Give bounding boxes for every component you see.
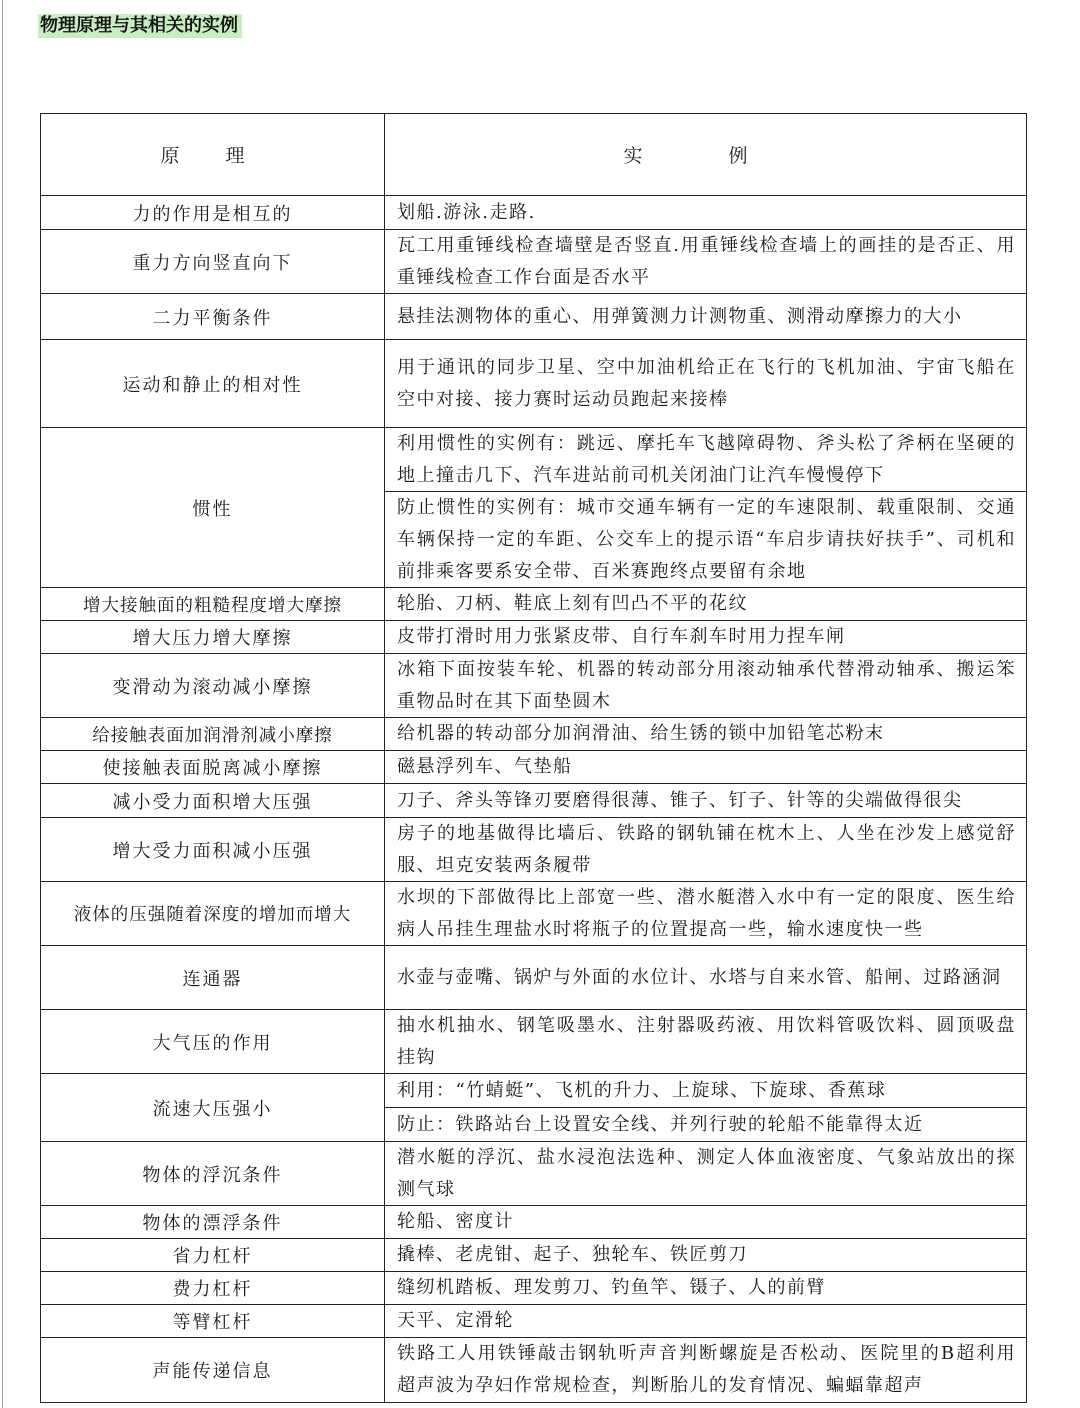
example-cell: 利用惯性的实例有：跳远、摩托车飞越障碍物、斧头松了斧柄在坚硬的地上撞击几下、汽车进站前司机关闭油门让汽车慢慢停下 xyxy=(385,428,1027,492)
example-cell: 水坝的下部做得比上部宽一些、潜水艇潜入水中有一定的限度、医生给病人吊挂生理盐水时将瓶子的位置提高一些，输水速度快一些 xyxy=(385,882,1027,946)
example-cell: 磁悬浮列车、气垫船 xyxy=(385,751,1027,784)
example-cell: 刀子、斧头等锋刃要磨得很薄、锥子、钉子、针等的尖端做得很尖 xyxy=(385,784,1027,818)
principle-cell: 增大受力面积减小压强 xyxy=(41,818,385,882)
principle-cell: 力的作用是相互的 xyxy=(41,196,385,230)
principle-cell: 液体的压强随着深度的增加而增大 xyxy=(41,882,385,946)
example-cell: 悬挂法测物体的重心、用弹簧测力计测物重、测滑动摩擦力的大小 xyxy=(385,294,1027,340)
example-cell: 轮船、密度计 xyxy=(385,1206,1027,1239)
principle-cell: 省力杠杆 xyxy=(41,1239,385,1272)
example-cell: 防止：铁路站台上设置安全线、并列行驶的轮船不能靠得太近 xyxy=(385,1108,1027,1142)
principle-cell: 变滑动为滚动减小摩擦 xyxy=(41,654,385,718)
principle-cell: 使接触表面脱离减小摩擦 xyxy=(41,751,385,784)
document-title: 物理原理与其相关的实例 xyxy=(38,14,242,38)
example-cell: 划船.游泳.走路. xyxy=(385,196,1027,230)
principle-cell: 惯性 xyxy=(41,428,385,588)
principle-cell: 流速大压强小 xyxy=(41,1074,385,1142)
example-cell: 缝纫机踏板、理发剪刀、钓鱼竿、镊子、人的前臂 xyxy=(385,1272,1027,1305)
example-cell: 天平、定滑轮 xyxy=(385,1305,1027,1338)
header-principle xyxy=(41,114,385,196)
principle-cell: 大气压的作用 xyxy=(41,1010,385,1074)
example-cell: 撬棒、老虎钳、起子、独轮车、铁匠剪刀 xyxy=(385,1239,1027,1272)
principle-cell: 等臂杠杆 xyxy=(41,1305,385,1338)
principle-cell: 增大接触面的粗糙程度增大摩擦 xyxy=(41,588,385,621)
example-cell: 瓦工用重锤线检查墙壁是否竖直.用重锤线检查墙上的画挂的是否正、用重锤线检查工作台面是否水平 xyxy=(385,230,1027,294)
header-example xyxy=(385,114,1027,196)
principle-cell: 给接触表面加润滑剂减小摩擦 xyxy=(41,718,385,751)
principle-cell: 物体的浮沉条件 xyxy=(41,1142,385,1206)
principle-cell: 运动和静止的相对性 xyxy=(41,340,385,428)
principle-cell: 重力方向竖直向下 xyxy=(41,230,385,294)
example-cell: 给机器的转动部分加润滑油、给生锈的锁中加铅笔芯粉末 xyxy=(385,718,1027,751)
example-cell: 利用：“竹蜻蜓”、飞机的升力、上旋球、下旋球、香蕉球 xyxy=(385,1074,1027,1108)
principle-cell: 声能传递信息 xyxy=(41,1338,385,1403)
principle-cell: 连通器 xyxy=(41,946,385,1010)
header-example-label: 实 例 xyxy=(623,145,788,167)
example-cell: 轮胎、刀柄、鞋底上刻有凹凸不平的花纹 xyxy=(385,588,1027,621)
principles-table xyxy=(40,113,1027,1403)
example-cell: 铁路工人用铁锤敲击钢轨听声音判断螺旋是否松动、医院里的B超利用超声波为孕妇作常规检查，判断胎儿的发育情况、蝙蝠靠超声 xyxy=(385,1338,1027,1403)
page-left-edge xyxy=(2,0,3,1408)
example-cell: 冰箱下面按装车轮、机器的转动部分用滚动轴承代替滑动轴承、搬运笨重物品时在其下面垫圆木 xyxy=(385,654,1027,718)
example-cell: 潜水艇的浮沉、盐水浸泡法选种、测定人体血液密度、气象站放出的探测气球 xyxy=(385,1142,1027,1206)
principle-cell: 减小受力面积增大压强 xyxy=(41,784,385,818)
example-cell: 房子的地基做得比墙后、铁路的钢轨铺在枕木上、人坐在沙发上感觉舒服、坦克安装两条履带 xyxy=(385,818,1027,882)
principle-cell: 费力杠杆 xyxy=(41,1272,385,1305)
principle-cell: 物体的漂浮条件 xyxy=(41,1206,385,1239)
example-cell: 防止惯性的实例有：城市交通车辆有一定的车速限制、载重限制、交通车辆保持一定的车距、公交车上的提示语“车启步请扶好扶手”、司机和前排乘客要系安全带、百米赛跑终点要留有余地 xyxy=(385,492,1027,588)
header-principle-label: 原 理 xyxy=(160,145,265,167)
principle-cell: 二力平衡条件 xyxy=(41,294,385,340)
example-cell: 水壶与壶嘴、锅炉与外面的水位计、水塔与自来水管、船闸、过路涵洞 xyxy=(385,946,1027,1010)
principle-cell: 增大压力增大摩擦 xyxy=(41,621,385,654)
example-cell: 皮带打滑时用力张紧皮带、自行车刹车时用力捏车闸 xyxy=(385,621,1027,654)
example-cell: 用于通讯的同步卫星、空中加油机给正在飞行的飞机加油、宇宙飞船在空中对接、接力赛时运动员跑起来接棒 xyxy=(385,340,1027,428)
example-cell: 抽水机抽水、钢笔吸墨水、注射器吸药液、用饮料管吸饮料、圆顶吸盘挂钩 xyxy=(385,1010,1027,1074)
